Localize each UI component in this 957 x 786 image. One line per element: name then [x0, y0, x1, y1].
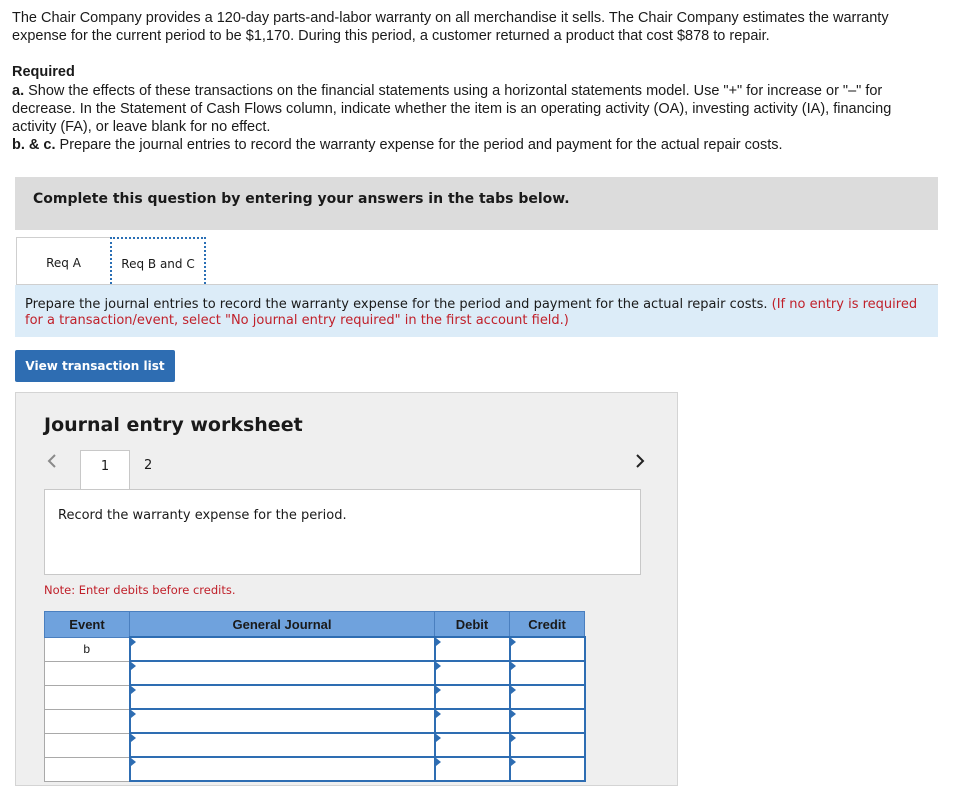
tab-req-a[interactable]: [16, 237, 111, 284]
req-bc-text: Prepare the journal entries to record the warranty expense for the period and payment for the actual repair costs.: [55, 137, 783, 153]
event-cell: b: [45, 637, 130, 661]
page-tab-1[interactable]: [80, 450, 130, 490]
dropdown-marker-icon: [436, 734, 441, 742]
event-cell: [45, 685, 130, 709]
credit-input[interactable]: [510, 637, 585, 661]
required-body: [12, 82, 937, 154]
dropdown-marker-icon: [131, 686, 136, 694]
col-general-journal: General Journal: [130, 612, 435, 638]
dropdown-marker-icon: [436, 686, 441, 694]
req-bc-prefix: b. & c.: [12, 137, 56, 153]
dropdown-marker-icon: [511, 662, 516, 670]
requirement-a: [12, 82, 937, 136]
entry-description-box: [44, 489, 641, 575]
dropdown-marker-icon: [436, 662, 441, 670]
table-row: [45, 733, 585, 757]
instruction-main: Prepare the journal entries to record the warranty expense for the period and payment for the actual repair costs.: [25, 297, 768, 312]
dropdown-marker-icon: [131, 638, 136, 646]
requirement-bc: [12, 136, 937, 154]
credit-input[interactable]: [510, 685, 585, 709]
instruction-note: (If no entry is required for a transaction/event, select "No journal entry required" in the first account field.): [25, 297, 918, 328]
debit-input[interactable]: [435, 661, 510, 685]
required-title: Required: [12, 64, 75, 80]
credit-input[interactable]: [510, 733, 585, 757]
account-select[interactable]: [130, 757, 435, 781]
dropdown-marker-icon: [511, 686, 516, 694]
worksheet-title: Journal entry worksheet: [44, 414, 303, 436]
journal-table: [44, 611, 586, 782]
dropdown-marker-icon: [131, 758, 136, 766]
req-a-text: Show the effects of these transactions on the financial statements using a horizontal statements model. Use "+" for increase or "–" for decrease. In the Statement of Cash Flows column, indicate whether the item is an operating activity (OA), investing activity (IA), financing activity (FA), or leave blank for no effect.: [12, 83, 892, 135]
dropdown-marker-icon: [511, 710, 516, 718]
credit-input[interactable]: [510, 661, 585, 685]
page-tab-1-label: 1: [100, 459, 110, 474]
col-debit: Debit: [435, 612, 510, 638]
debit-input[interactable]: [435, 757, 510, 781]
credit-input[interactable]: [510, 709, 585, 733]
table-row: [45, 709, 585, 733]
table-row: [45, 661, 585, 685]
event-cell: [45, 661, 130, 685]
account-select[interactable]: [130, 709, 435, 733]
event-cell: [45, 757, 130, 781]
table-header-row: [45, 612, 585, 638]
page-tab-2[interactable]: [144, 450, 174, 490]
page-tab-2-label: 2: [144, 458, 153, 473]
table-row: [45, 685, 585, 709]
credit-input[interactable]: [510, 757, 585, 781]
chevron-right-icon[interactable]: [634, 453, 646, 474]
complete-banner: [15, 177, 938, 230]
tab-req-bc-label: Req B and C: [121, 257, 195, 271]
req-a-prefix: a.: [12, 83, 25, 99]
account-select[interactable]: [130, 661, 435, 685]
dropdown-marker-icon: [131, 710, 136, 718]
account-select[interactable]: [130, 685, 435, 709]
problem-intro: The Chair Company provides a 120-day parts-and-labor warranty on all merchandise it sells. The Chair Company estimates the warranty expense for the current period to be $1,170. During this period, a customer returned a product that cost $878 to repair.: [12, 10, 889, 44]
debit-input[interactable]: [435, 685, 510, 709]
event-cell: [45, 709, 130, 733]
dropdown-marker-icon: [131, 734, 136, 742]
col-event: Event: [45, 612, 130, 638]
debit-input[interactable]: [435, 733, 510, 757]
debits-note: Note: Enter debits before credits.: [44, 583, 236, 597]
dropdown-marker-icon: [131, 662, 136, 670]
tab-req-a-label: Req A: [46, 256, 81, 270]
dropdown-marker-icon: [511, 758, 516, 766]
table-row: [45, 637, 585, 661]
entry-description: Record the warranty expense for the period.: [58, 508, 347, 523]
chevron-left-icon[interactable]: [46, 453, 58, 474]
debit-input[interactable]: [435, 637, 510, 661]
event-cell: [45, 733, 130, 757]
account-select[interactable]: [130, 733, 435, 757]
account-select[interactable]: [130, 637, 435, 661]
dropdown-marker-icon: [436, 710, 441, 718]
instruction-text: [25, 297, 933, 329]
col-credit: Credit: [510, 612, 585, 638]
dropdown-marker-icon: [436, 758, 441, 766]
journal-entry-worksheet: [15, 392, 678, 786]
dropdown-marker-icon: [511, 734, 516, 742]
dropdown-marker-icon: [511, 638, 516, 646]
tab-req-b-and-c[interactable]: [110, 237, 206, 284]
banner-text: Complete this question by entering your answers in the tabs below.: [33, 191, 570, 207]
instruction-box: [15, 285, 938, 337]
dropdown-marker-icon: [436, 638, 441, 646]
debit-input[interactable]: [435, 709, 510, 733]
view-transaction-list-button[interactable]: View transaction list: [15, 350, 175, 382]
table-row: [45, 757, 585, 781]
